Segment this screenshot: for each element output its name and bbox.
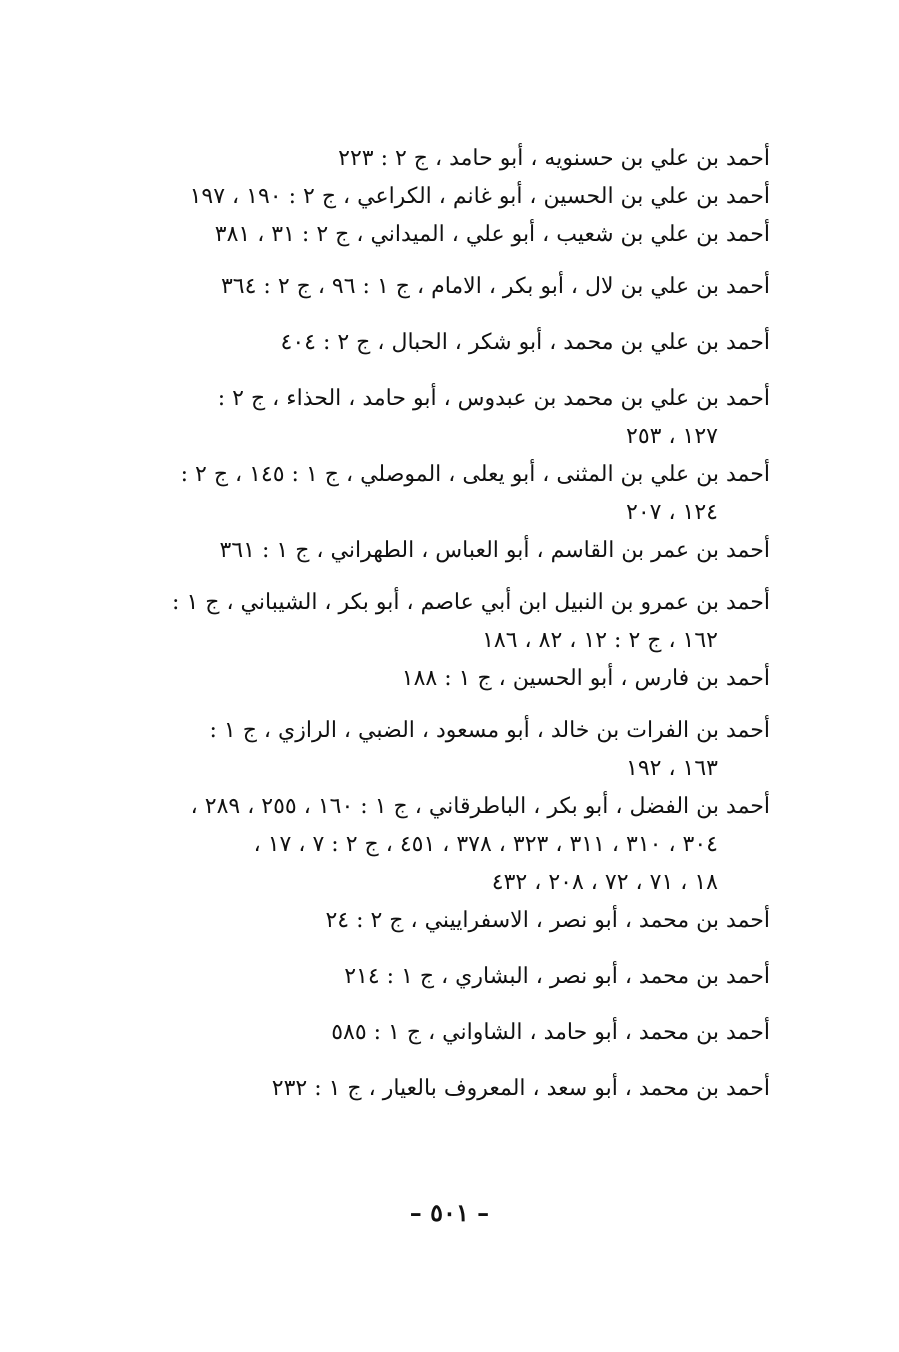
index-entry — [120, 456, 770, 532]
entry-continuation-line: ١٨ ، ٧١ ، ٧٢ ، ٢٠٨ ، ٤٣٢ — [491, 870, 718, 895]
index-entry — [120, 660, 770, 698]
index-entry — [120, 712, 770, 788]
entry-continuation-line: ٣٠٤ ، ٣١٠ ، ٣١١ ، ٣٢٣ ، ٣٧٨ ، ٤٥١ ، ج ٢ : ٧ ، ١٧ ، — [253, 832, 718, 857]
entry-line: أحمد بن فارس ، أبو الحسين ، ج ١ : ١٨٨ — [401, 666, 770, 691]
index-entry — [120, 532, 770, 570]
entry-line: أحمد بن علي بن محمد ، أبو شكر ، الحبال ، ج ٢ : ٤٠٤ — [280, 330, 770, 355]
index-entry — [120, 324, 770, 362]
entry-line: أحمد بن عمر بن القاسم ، أبو العباس ، الطهراني ، ج ١ : ٣٦١ — [219, 538, 770, 563]
entry-line: أحمد بن محمد ، أبو نصر ، البشاري ، ج ١ : ٢١٤ — [344, 964, 770, 989]
entry-line: أحمد بن علي بن المثنى ، أبو يعلى ، الموصلي ، ج ١ : ١٤٥ ، ج ٢ : — [180, 462, 770, 487]
page-number: – ٥٠١ – — [409, 1198, 490, 1227]
index-entry — [120, 140, 770, 178]
index-entry — [120, 380, 770, 456]
index-entry — [120, 902, 770, 940]
entry-line: أحمد بن علي بن الحسين ، أبو غانم ، الكراعي ، ج ٢ : ١٩٠ ، ١٩٧ — [189, 184, 770, 209]
entry-line: أحمد بن علي بن شعيب ، أبو علي ، الميداني ، ج ٢ : ٣١ ، ٣٨١ — [214, 222, 770, 247]
entry-continuation-line: ١٦٢ ، ج ٢ : ١٢ ، ٨٢ ، ١٨٦ — [482, 628, 718, 653]
entry-line: أحمد بن عمرو بن النبيل ابن أبي عاصم ، أبو بكر ، الشيباني ، ج ١ : — [172, 590, 770, 615]
index-entries — [120, 140, 770, 1108]
index-entry — [120, 1070, 770, 1108]
entry-line: أحمد بن محمد ، أبو سعد ، المعروف بالعيار ، ج ١ : ٢٣٢ — [271, 1076, 770, 1101]
entry-line: أحمد بن علي بن محمد بن عبدوس ، أبو حامد ، الحذاء ، ج ٢ : — [217, 386, 770, 411]
entry-line: أحمد بن الفضل ، أبو بكر ، الباطرقاني ، ج ١ : ١٦٠ ، ٢٥٥ ، ٢٨٩ ، — [190, 794, 770, 819]
index-entry — [120, 958, 770, 996]
entry-line: أحمد بن محمد ، أبو نصر ، الاسفراييني ، ج ٢ : ٢٤ — [325, 908, 770, 933]
index-entry — [120, 584, 770, 660]
entry-line: أحمد بن علي بن حسنويه ، أبو حامد ، ج ٢ : ٢٢٣ — [338, 146, 770, 171]
index-entry — [120, 1014, 770, 1052]
index-entry — [120, 268, 770, 306]
entry-line: أحمد بن الفرات بن خالد ، أبو مسعود ، الضبي ، الرازي ، ج ١ : — [209, 718, 770, 743]
entry-line: أحمد بن علي بن لال ، أبو بكر ، الامام ، ج ١ : ٩٦ ، ج ٢ : ٣٦٤ — [220, 274, 770, 299]
index-entry — [120, 216, 770, 254]
index-entry — [120, 178, 770, 216]
entry-continuation-line: ١٢٤ ، ٢٠٧ — [626, 500, 718, 525]
index-entry — [120, 788, 770, 902]
entry-continuation-line: ١٦٣ ، ١٩٢ — [626, 756, 718, 781]
entry-continuation-line: ١٢٧ ، ٢٥٣ — [626, 424, 718, 449]
entry-line: أحمد بن محمد ، أبو حامد ، الشاواني ، ج ١ : ٥٨٥ — [331, 1020, 770, 1045]
